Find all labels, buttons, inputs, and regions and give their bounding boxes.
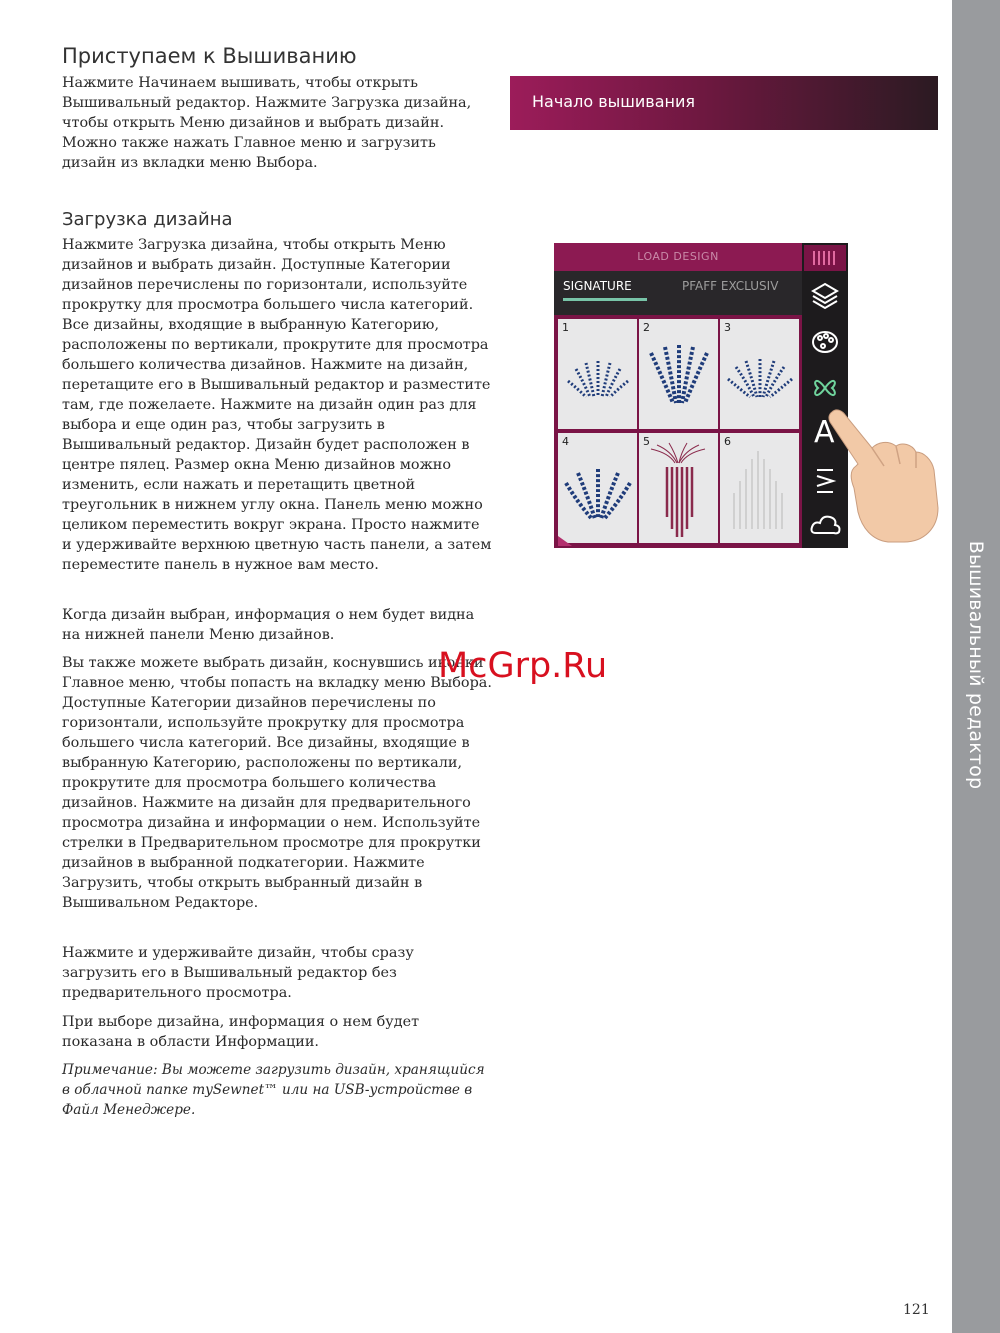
- tassel-design-icon: [639, 433, 718, 543]
- page-title: Приступаем к Вышиванию: [62, 44, 357, 68]
- selected-design-paragraph: Когда дизайн выбран, информация о нем будет видна на нижней панели Меню дизайнов.: [62, 607, 475, 643]
- active-tab-indicator: [563, 298, 647, 301]
- page-number: 121: [903, 1302, 930, 1318]
- palette-button[interactable]: [804, 321, 846, 363]
- design-tile[interactable]: [639, 319, 718, 429]
- pointing-hand-icon: [828, 408, 940, 543]
- banner-label: Начало вышивания: [532, 92, 696, 111]
- design-number: 4: [562, 435, 569, 448]
- design-number: 5: [643, 435, 650, 448]
- bars-design-icon: [720, 433, 799, 543]
- fan-design-icon: [639, 319, 718, 429]
- grip-handle-icon: [804, 245, 846, 271]
- section-banner: [510, 76, 938, 130]
- design-tile[interactable]: [720, 319, 799, 429]
- fan-design-icon: [558, 433, 637, 543]
- load-design-panel: [554, 243, 802, 548]
- design-number: 1: [562, 321, 569, 334]
- design-tile[interactable]: [720, 433, 799, 543]
- section-heading-load-design: Загрузка дизайна: [62, 209, 233, 230]
- layers-icon: [804, 275, 846, 317]
- watermark: McGrp.Ru: [438, 646, 608, 686]
- resize-triangle-icon[interactable]: [558, 536, 572, 546]
- design-number: 6: [724, 435, 731, 448]
- fan-design-icon: [558, 319, 637, 429]
- design-number: 2: [643, 321, 650, 334]
- category-tabbar: [554, 271, 802, 315]
- design-tile[interactable]: [639, 433, 718, 543]
- hold-paragraph: Нажмите и удерживайте дизайн, чтобы сразу загрузить его в Вышивальный редактор без предварительного просмотра.: [62, 945, 414, 1001]
- layers-button[interactable]: [804, 275, 846, 317]
- section-side-tab-label: Вышивальный редактор: [965, 540, 987, 790]
- info-paragraph: При выборе дизайна, информация о нем будет показана в области Информации.: [62, 1014, 420, 1050]
- note-paragraph: Примечание: Вы можете загрузить дизайн, хранящийся в облачной папке mySewnet™ или на USB-устройстве в Файл Менеджере.: [62, 1062, 485, 1118]
- embroidery-design-button[interactable]: [804, 367, 846, 409]
- palette-icon: [804, 321, 846, 363]
- panel-grip[interactable]: [804, 245, 846, 271]
- select-alt-paragraph: Вы также можете выбрать дизайн, коснувшись иконки Главное меню, чтобы попасть на вкладку меню Выбора. Доступные Категории дизайнов перечислены по горизонтали, используйте прокрутку для просмотра большего числа категорий. Все дизайны, входящие в выбранную Категорию, расположены по вертикали, прокрутите для просмотра большего количества дизайнов. Нажмите на дизайн для предварительного просмотра дизайна и информации о нем. Используйте стрелки в Предварительном просмотре для прокрутки дизайнов в выбранной подкатегории. Нажмите Загрузить, чтобы открыть выбранный дизайн в Вышивальном Редакторе.: [62, 655, 492, 911]
- design-tile[interactable]: [558, 433, 637, 543]
- tab-pfaff-exclusive[interactable]: PFAFF EXCLUSIV: [682, 279, 779, 293]
- intro-paragraph: Нажмите Начинаем вышивать, чтобы открыть Вышивальный редактор. Нажмите Загрузка дизайна, чтобы открыть Меню дизайнов и выбрать дизайн. Можно также нажать Главное меню и загрузить дизайн из вкладки меню Выбора.: [62, 75, 472, 171]
- tab-signature[interactable]: SIGNATURE: [563, 279, 632, 293]
- design-number: 3: [724, 321, 731, 334]
- panel-title[interactable]: LOAD DESIGN: [554, 243, 802, 271]
- font-letter-icon: A: [814, 415, 835, 450]
- fan-design-icon: [720, 319, 799, 429]
- load-design-paragraph: Нажмите Загрузка дизайна, чтобы открыть Меню дизайнов и выбрать дизайн. Доступные Категории дизайнов перечислены по горизонтали, используйте прокрутку для просмотра большего числа категорий. Все дизайны, входящие в выбранную Категорию, расположены по вертикали, прокрутите для просмотра большего количества дизайнов. Нажмите на дизайн, перетащите его в Вышивальный редактор и разместите там, где пожелаете. Нажмите на дизайн один раз для выбора и еще один раз, чтобы загрузить в Вышивальный редактор. Дизайн будет расположен в центре пялец. Размер окна Меню дизайнов можно изменить, если нажать и перетащить цветной треугольник в нижнем углу окна. Панель меню можно целиком переместить вокруг экрана. Просто нажмите и удерживайте верхнюю цветную часть панели, а затем переместите панель в нужное вам место.: [62, 237, 492, 573]
- load-design-screenshot: [554, 243, 848, 548]
- embroidery-design-icon: [804, 367, 846, 409]
- design-tile[interactable]: [558, 319, 637, 429]
